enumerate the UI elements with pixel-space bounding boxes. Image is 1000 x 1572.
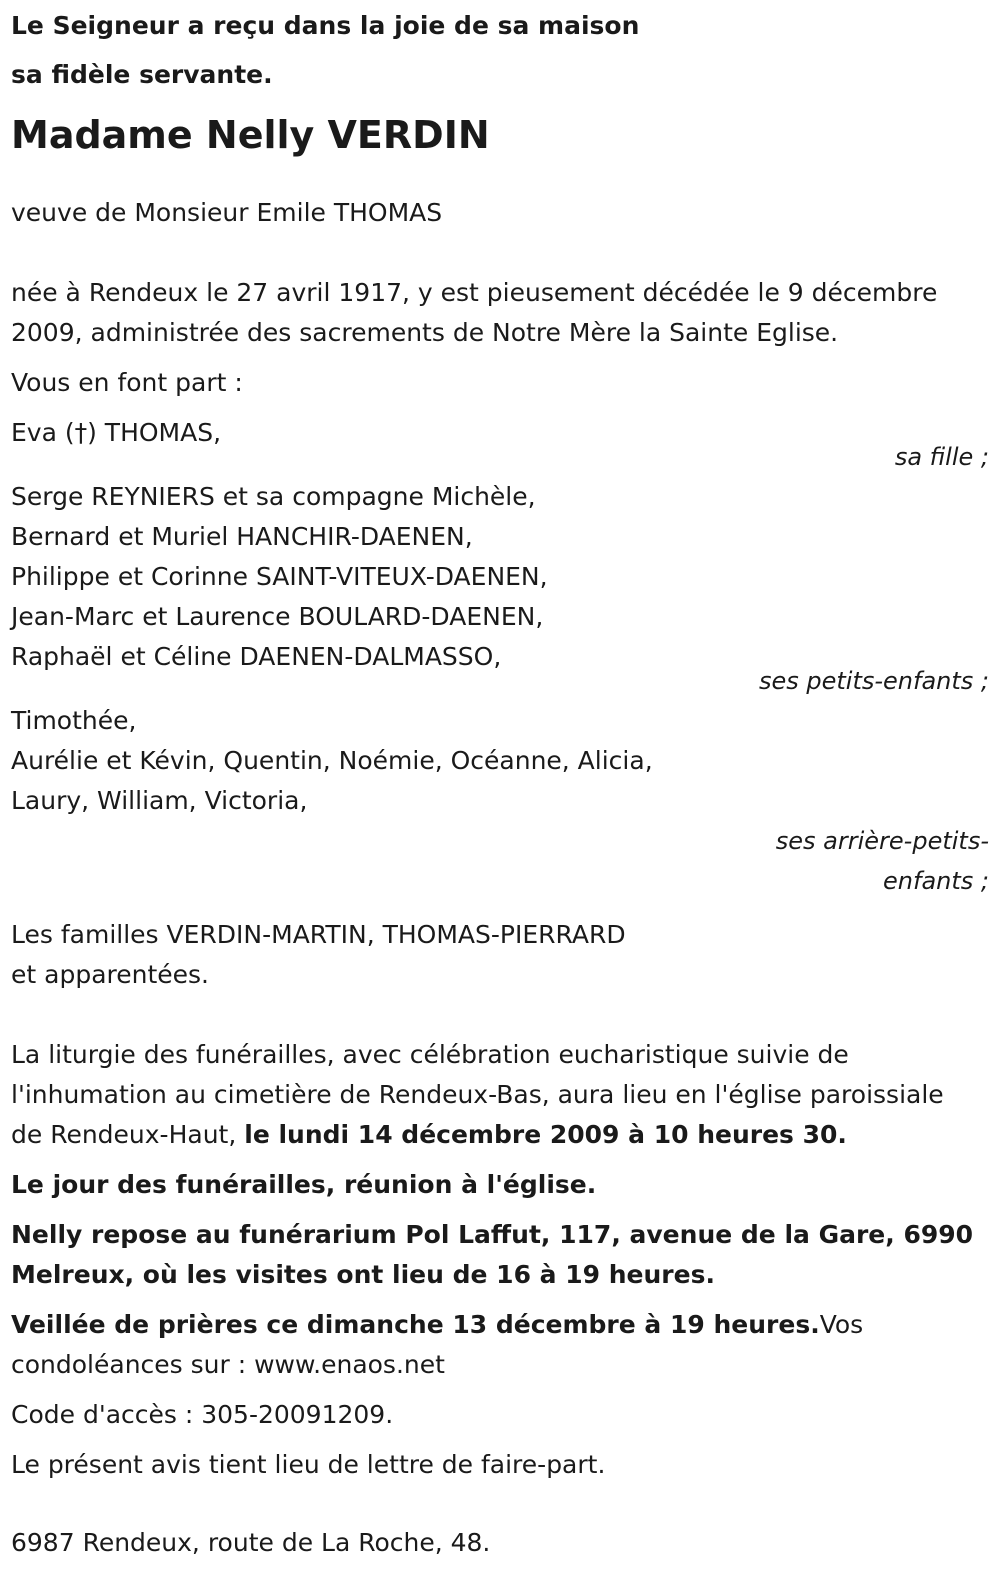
- biography: [11, 273, 989, 353]
- vigil-line: [11, 1305, 989, 1345]
- great-grandchild-name: Timothée,: [11, 706, 137, 735]
- funeral-date: le lundi 14 décembre 2009 à 10 heures 30.: [244, 1120, 847, 1149]
- repose-line-1: Nelly repose au funérarium Pol Laffut, 117, avenue de la Gare, 6990: [11, 1220, 974, 1249]
- biography-line-1: née à Rendeux le 27 avril 1917, y est pieusement décédée le 9 décembre: [11, 278, 938, 307]
- condolences-line: condoléances sur : www.enaos.net: [11, 1350, 445, 1379]
- great-grandchildren-block: [11, 701, 989, 901]
- families-line-1: Les familles VERDIN-MARTIN, THOMAS-PIERRARD: [11, 920, 626, 949]
- liturgy-line-2: l'inhumation au cimetière de Rendeux-Bas, aura lieu en l'église paroissiale: [11, 1080, 944, 1109]
- families-line-2: et apparentées.: [11, 960, 209, 989]
- condolences-prefix: Vos: [819, 1310, 864, 1339]
- grandchild-name: Bernard et Muriel HANCHIR-DAENEN,: [11, 522, 473, 551]
- relation-great-grandchildren-line-1: ses arrière-petits-: [775, 827, 989, 855]
- grandchild-name: Serge REYNIERS et sa compagne Michèle,: [11, 482, 536, 511]
- deceased-name: Madame Nelly VERDIN: [11, 113, 490, 157]
- great-grandchild-name: Aurélie et Kévin, Quentin, Noémie, Océanne, Alicia,: [11, 746, 653, 775]
- grandchild-name: Jean-Marc et Laurence BOULARD-DAENEN,: [11, 602, 544, 631]
- relation-grandchildren: ses petits-enfants ;: [758, 667, 989, 695]
- relation-great-grandchildren-line-2: enfants ;: [883, 867, 989, 895]
- address: 6987 Rendeux, route de La Roche, 48.: [11, 1528, 491, 1557]
- widow-of: veuve de Monsieur Emile THOMAS: [11, 198, 443, 227]
- daughter-name: Eva (†) THOMAS,: [11, 418, 222, 447]
- relation-daughter: sa fille ;: [894, 443, 989, 471]
- meeting-info: Le jour des funérailles, réunion à l'église.: [11, 1170, 597, 1199]
- access-code: Code d'accès : 305-20091209.: [11, 1400, 394, 1429]
- grandchild-name: Philippe et Corinne SAINT-VITEUX-DAENEN,: [11, 562, 548, 591]
- intro-text: [11, 1, 989, 99]
- notice-text: Le présent avis tient lieu de lettre de faire-part.: [11, 1450, 606, 1479]
- liturgy-paragraph: [11, 1035, 989, 1155]
- grandchild-name: Raphaël et Céline DAENEN-DALMASSO,: [11, 642, 502, 671]
- daughter-block: [11, 413, 989, 477]
- repose-line-2: Melreux, où les visites ont lieu de 16 à 19 heures.: [11, 1260, 715, 1289]
- vigil-text: Veillée de prières ce dimanche 13 décembre à 19 heures.: [11, 1310, 820, 1339]
- biography-line-2: 2009, administrée des sacrements de Notre Mère la Sainte Eglise.: [11, 318, 839, 347]
- liturgy-location: de Rendeux-Haut,: [11, 1120, 245, 1149]
- families-block: [11, 915, 989, 995]
- repose-info: [11, 1215, 989, 1295]
- liturgy-line-3: [11, 1115, 989, 1155]
- vigil-info: [11, 1305, 989, 1385]
- liturgy-line-1: La liturgie des funérailles, avec célébration eucharistique suivie de: [11, 1040, 849, 1069]
- obituary-notice: [11, 0, 989, 1563]
- intro-line-2: sa fidèle servante.: [11, 60, 273, 89]
- announcement: Vous en font part :: [11, 368, 243, 397]
- great-grandchild-name: Laury, William, Victoria,: [11, 786, 308, 815]
- grandchildren-block: [11, 477, 989, 701]
- intro-line-1: Le Seigneur a reçu dans la joie de sa maison: [11, 11, 640, 40]
